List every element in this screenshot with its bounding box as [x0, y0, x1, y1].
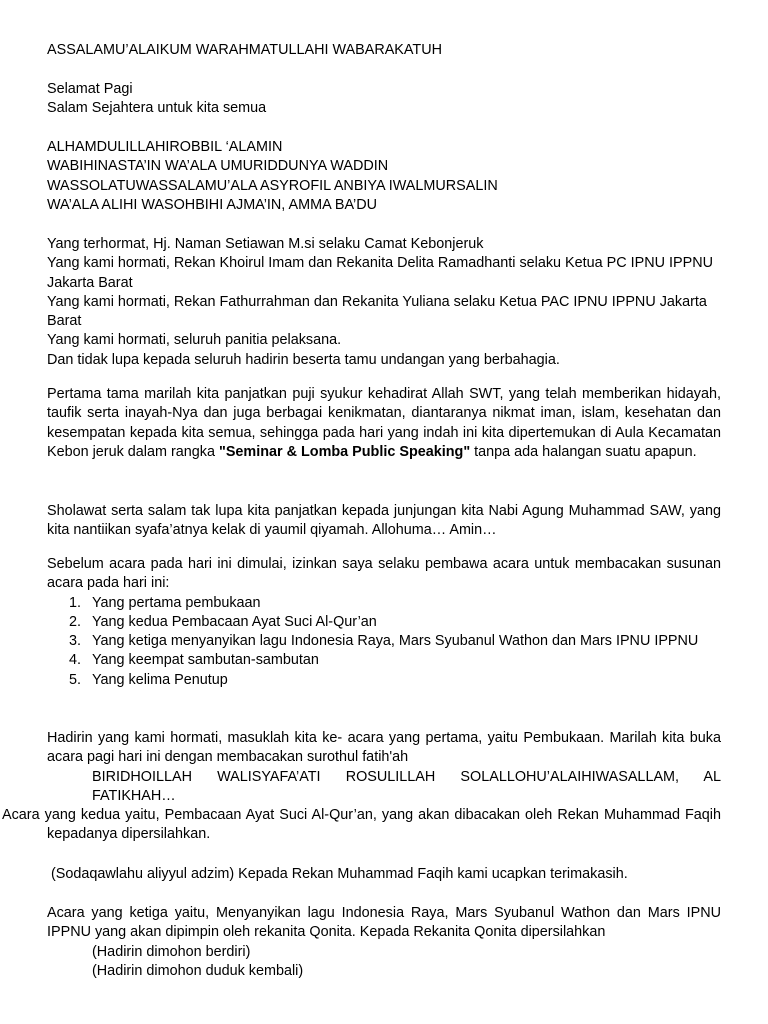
agenda-item [47, 632, 721, 651]
opening-greeting: ASSALAMU’ALAIKUM WARAHMATULLAHI WABARAKATUH [47, 42, 443, 58]
greetings-block [47, 80, 721, 119]
thanks-line: (Sodaqawlahu aliyyul adzim) Kepada Rekan Muhammad Faqih kami ucapkan terimakasih. [51, 866, 628, 882]
agenda-block [47, 555, 721, 690]
prayer-text: BIRIDHOILLAH WALISYAFA’ATI ROSULILLAH SOLALLOHU’ALAIHIWASALLAM, AL FATIKHAH… [92, 768, 721, 804]
thanksgiving-paragraph [47, 385, 721, 462]
stand-instruction: (Hadirin dimohon berdiri) [92, 943, 251, 960]
praise-line: WASSOLATUWASSALAMU’ALA ASYROFIL ANBIYA IWALMURSALIN [47, 177, 498, 194]
event-name: "Seminar & Lomba Public Speaking" [219, 443, 471, 460]
agenda-item-number: 3. [69, 633, 82, 650]
agenda-list [47, 594, 721, 690]
agenda-item-number: 1. [69, 594, 82, 611]
agenda-item [47, 651, 721, 670]
thanksgiving-text: Pertama tama marilah kita panjatkan puji syukur kehadirat Allah SWT, yang telah memberikan hidayah, taufik serta inayah-Nya dan juga berbagai kenikmatan, diantaranya nikmat iman, islam, kesehatan dan kesempatan kepada kita semua, sehingga pada hari yang indah ini kita dipertemukan di Aula Kecamatan Kebon jeruk dalam rangka [47, 386, 721, 460]
opening-section [2, 729, 721, 845]
anthem-text: Acara yang ketiga yaitu, Menyanyikan lagu Indonesia Raya, Mars Syubanul Wathon dan Mars IPNU IPPNU yang akan dipimpin oleh rekanita Qonita. Kepada Rekanita Qonita dipersilahkan [47, 905, 721, 941]
salutation-line: Yang kami hormati, seluruh panitia pelaksana. [47, 332, 342, 349]
agenda-item-number: 5. [69, 671, 82, 688]
greeting-line: Selamat Pagi [47, 81, 133, 97]
agenda-item-number: 4. [69, 652, 82, 669]
salutation-line: Yang terhormat, Hj. Naman Setiawan M.si selaku Camat Kebonjeruk [47, 236, 484, 252]
agenda-item [47, 613, 721, 632]
sholawat-paragraph: Sholawat serta salam tak lupa kita panjatkan kepada junjungan kita Nabi Agung Muhammad SAW, yang kita nantiikan syafa’atnya kelak di yaumil qiyamah. Allohuma… Amin… [47, 503, 721, 539]
salutation-line: Yang kami hormati, Rekan Fathurrahman dan Rekanita Yuliana selaku Ketua PAC IPNU IPPNU Jakarta Barat [47, 293, 707, 330]
thanksgiving-tail: tanpa ada halangan suatu apapun. [470, 443, 697, 460]
praise-line: WABIHINASTA’IN WA’ALA UMURIDDUNYA WADDIN [47, 158, 389, 175]
praise-line: WA’ALA ALIHI WASOHBIHI AJMA’IN, AMMA BA’DU [47, 196, 377, 213]
agenda-item-text: Yang kedua Pembacaan Ayat Suci Al-Qur’an [92, 613, 377, 630]
greeting-line: Salam Sejahtera untuk kita semua [47, 100, 267, 117]
anthem-section [47, 904, 721, 981]
opening-text: Hadirin yang kami hormati, masuklah kita ke- acara yang pertama, yaitu Pembukaan. Marilah kita buka acara pagi hari ini dengan membacakan surothul fatih'ah [47, 730, 721, 766]
agenda-item-text: Yang kelima Penutup [92, 671, 228, 688]
salutation-line: Yang kami hormati, Rekan Khoirul Imam dan Rekanita Delita Ramadhanti selaku Ketua PC IPNU IPPNU Jakarta Barat [47, 255, 714, 291]
sit-instruction: (Hadirin dimohon duduk kembali) [92, 962, 304, 979]
salutations-block [47, 235, 721, 370]
agenda-intro: Sebelum acara pada hari ini dimulai, izinkan saya selaku pembawa acara untuk membacakan susunan acara pada hari ini: [47, 556, 721, 592]
salutation-line: Dan tidak lupa kepada seluruh hadirin beserta tamu undangan yang berbahagia. [47, 351, 560, 368]
agenda-item-number: 2. [69, 613, 82, 630]
agenda-item-text: Yang ketiga menyanyikan lagu Indonesia Raya, Mars Syubanul Wathon dan Mars IPNU IPPNU [92, 633, 699, 650]
praise-block [47, 138, 721, 215]
agenda-item-text: Yang pertama pembukaan [92, 594, 261, 611]
agenda-item [47, 594, 721, 613]
agenda-item [47, 671, 721, 690]
agenda-item-text: Yang keempat sambutan-sambutan [92, 652, 319, 669]
praise-line: ALHAMDULILLAHIROBBIL ‘ALAMIN [47, 139, 283, 155]
quran-recital-text: Acara yang kedua yaitu, Pembacaan Ayat Suci Al-Qur’an, yang akan dibacakan oleh Rekan Muhammad Faqih kepadanya dipersilahkan. [2, 807, 721, 843]
